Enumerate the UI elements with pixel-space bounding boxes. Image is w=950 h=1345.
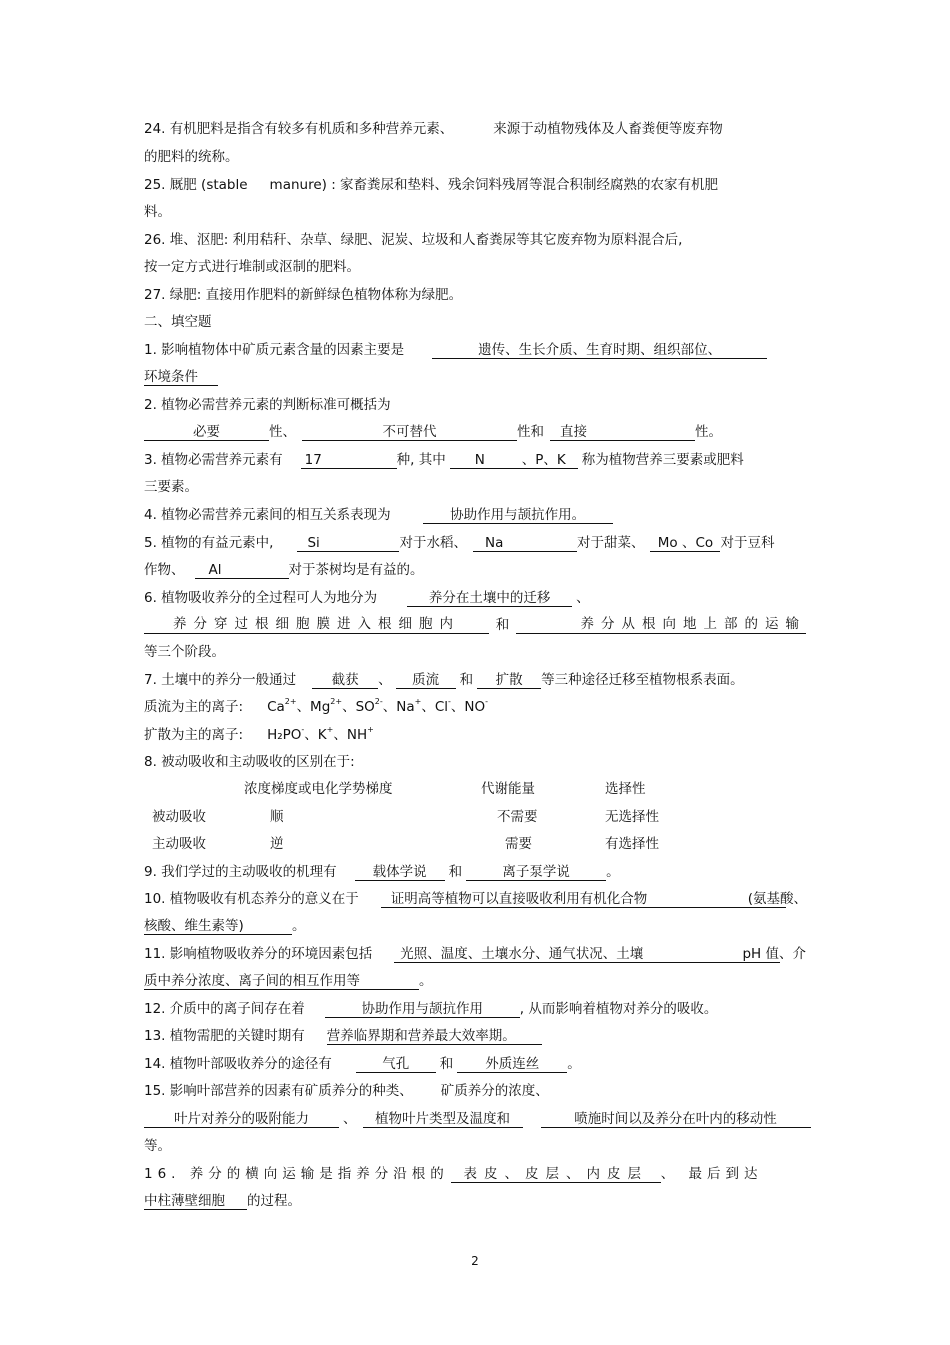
ion-mg-charge: 2+ (330, 697, 343, 706)
table-row-passive-gradient: 顺 (270, 809, 284, 825)
item-24-text-end: 的肥料的统称。 (144, 149, 239, 165)
q11-answer-cont: 质中养分浓度、离子间的相互作用等 (144, 973, 419, 990)
q2-suffix-1: 性、 (269, 424, 296, 440)
q6-text: 6. 植物吸收养分的全过程可人为地分为 (144, 590, 378, 606)
table-header-energy: 代谢能量 (481, 781, 535, 797)
ion-no-charge: - (485, 697, 489, 706)
question-15-line-1 (144, 1082, 806, 1100)
question-9-line (144, 863, 806, 881)
item-24-text-cont: 来源于动植物残体及人畜粪便等废弃物 (493, 121, 723, 137)
q1-answer: 遗传、生长介质、生育时期、组织部位、 (432, 342, 767, 359)
question-16-line-1 (144, 1165, 806, 1183)
question-7-diffusion-ions (144, 726, 806, 744)
ion-cl: 、Cl (421, 699, 449, 715)
question-6-line-3 (144, 643, 806, 661)
question-10-line-1 (144, 890, 806, 908)
q9-text: 9. 我们学过的主动吸收的机理有 (144, 864, 337, 880)
q3-answer-n: N (450, 452, 510, 469)
ion-k: 、K (304, 727, 327, 743)
q2-answer-3: 直接 (550, 424, 695, 441)
q5-answer-na: Na (473, 535, 577, 552)
q7-answer-1: 截获 (312, 672, 378, 689)
q15-answer-4: 植物叶片类型及温度和 (363, 1111, 523, 1128)
q16-end: 的过程。 (247, 1193, 301, 1209)
q6-answer-1: 养分在土壤中的迁移 (407, 590, 572, 607)
q11-text: 11. 影响植物吸收养分的环境因素包括 (144, 946, 373, 962)
q4-text: 4. 植物必需营养元素间的相互关系表现为 (144, 507, 391, 523)
q2-text: 2. 植物必需营养元素的判断标准可概括为 (144, 397, 391, 413)
q5-text-6: 对于茶树均是有益的。 (288, 562, 424, 578)
q5-text-5: 作物、 (144, 562, 185, 578)
question-7-line-1 (144, 671, 806, 689)
item-25-line-2 (144, 203, 806, 221)
q5-text-4: 对于豆科 (720, 535, 775, 551)
question-15-line-3 (144, 1137, 806, 1155)
question-12-line (144, 1000, 806, 1018)
table-row-active-selectivity: 有选择性 (605, 836, 659, 852)
q7-mass-flow-label: 质流为主的离子: (144, 699, 244, 715)
item-26-line-2 (144, 258, 806, 276)
question-3-line-1 (144, 451, 806, 469)
q8-text: 8. 被动吸收和主动吸收的区别在于: (144, 754, 355, 770)
q7-text-2: 等三种途径迁移至植物根系表面。 (541, 672, 744, 688)
q5-answer-si: Si (297, 535, 399, 552)
question-6-line-1 (144, 589, 806, 607)
q14-answer-2: 外质连丝 (457, 1056, 567, 1073)
q9-answer-2: 离子泵学说 (466, 864, 606, 881)
q7-sep-1: 、 (378, 672, 392, 688)
item-25-line-1 (144, 176, 806, 194)
item-25-term: 25. 厩肥 (stable (144, 177, 248, 193)
q12-text-2: , 从而影响着植物对养分的吸收。 (519, 1001, 718, 1017)
table-row-active-energy: 需要 (505, 836, 532, 852)
question-6-line-2 (144, 616, 806, 634)
q5-answer-al: Al (195, 562, 289, 579)
question-15-line-2 (144, 1110, 806, 1128)
q14-answer-1: 气孔 (356, 1056, 436, 1073)
q9-and: 和 (448, 864, 463, 880)
q15-sep: 、 (343, 1111, 357, 1127)
ion-so: 、SO (342, 699, 375, 715)
question-11-line-2 (144, 972, 806, 990)
item-24-line-1 (144, 120, 806, 138)
ion-cl-charge: - (448, 697, 451, 706)
item-27-text: 27. 绿肥: 直接用作肥料的新鲜绿色植物体称为绿肥。 (144, 287, 463, 303)
question-2-line-1 (144, 396, 806, 414)
q6-answer-2: 养分穿过根细胞膜进入根细胞内 (144, 616, 489, 634)
question-8-line (144, 753, 806, 771)
ion-no: 、NO (450, 699, 486, 715)
table-header-gradient: 浓度梯度或电化学势梯度 (244, 781, 393, 797)
q6-separator: 、 (576, 590, 590, 606)
q16-text: 16. 养分的横向运输是指养分沿根的 (144, 1166, 449, 1182)
ion-h2po-charge: - (301, 725, 305, 734)
question-13-line (144, 1027, 806, 1045)
q5-answer-mo-co: Mo 、Co (650, 535, 720, 552)
table-row-active-label: 主动吸收 (152, 836, 206, 852)
q5-text-3: 对于甜菜、 (576, 535, 645, 551)
q16-text-2: 、 最后到达 (660, 1166, 763, 1182)
q16-answer: 表皮、皮层、内皮层 (451, 1166, 661, 1183)
q4-answer: 协助作用与颉抗作用。 (423, 507, 613, 524)
q2-answer-1: 必要 (144, 424, 269, 441)
item-27-line (144, 286, 806, 304)
q6-text-end: 等三个阶段。 (144, 644, 225, 660)
q6-and: 和 (495, 617, 510, 633)
q3-text-end: 三要素。 (144, 479, 198, 495)
ion-mg: 、Mg (296, 699, 331, 715)
q15-text: 15. 影响叶部营养的因素有矿质养分的种类、 (144, 1083, 413, 1099)
q1-answer-cont: 环境条件 (144, 369, 218, 386)
ion-ca-charge: 2+ (284, 697, 297, 706)
question-16-line-2 (144, 1192, 806, 1210)
q10-text: 10. 植物吸收有机态养分的意义在于 (144, 891, 359, 907)
q15-answer-3: 叶片对养分的吸附能力 (144, 1111, 339, 1128)
q10-answer: 证明高等植物可以直接吸收利用有机化合物 (381, 891, 786, 908)
q11-answer-ph: pH 值、介 (742, 946, 806, 962)
q5-text: 5. 植物的有益元素中, (144, 535, 274, 551)
q9-answer-1: 载体学说 (355, 864, 445, 881)
q10-answer-paren: (氨基酸、 (747, 891, 807, 907)
q7-diffusion-label: 扩散为主的离子: (144, 727, 244, 743)
q13-text: 13. 植物需肥的关键时期有 (144, 1028, 305, 1044)
section-title: 二、填空题 (144, 314, 212, 330)
question-5-line-2 (144, 561, 806, 579)
table-row-active-gradient: 逆 (270, 836, 284, 852)
item-25-text: manure) : 家畜粪尿和垫料、残余饲料残屑等混合积制经腐熟的农家有机肥 (269, 177, 719, 193)
q3-answer-count: 17 (301, 452, 397, 469)
table-row-passive-selectivity: 无选择性 (605, 809, 659, 825)
q12-answer: 协助作用与颉抗作用 (325, 1001, 520, 1018)
q1-text: 1. 影响植物体中矿质元素含量的因素主要是 (144, 342, 405, 358)
q3-text-3: 称为植物营养三要素或肥料 (581, 452, 744, 468)
question-2-line-2 (144, 423, 806, 441)
q15-answer-2: 矿质养分的浓度、 (440, 1083, 549, 1099)
q7-answer-2: 质流 (396, 672, 456, 689)
q9-end: 。 (606, 864, 620, 880)
question-3-line-2 (144, 478, 806, 496)
q10-end: 。 (292, 918, 306, 934)
q11-end: 。 (419, 973, 433, 989)
ion-na-charge: + (414, 697, 422, 706)
ion-ca: Ca (267, 699, 285, 715)
table-row-passive-label: 被动吸收 (152, 809, 206, 825)
item-26-line-1 (144, 231, 806, 249)
q5-text-2: 对于水稻、 (399, 535, 467, 551)
ion-h2po: H₂PO (267, 727, 302, 743)
q3-answer-pk: 、P、K (510, 452, 578, 469)
item-25-text-end: 料。 (144, 204, 171, 220)
ion-so-charge: 2- (374, 697, 383, 706)
page-number: 2 (471, 1254, 479, 1268)
q3-text-2: 种, 其中 (396, 452, 446, 468)
ion-nh-charge: + (367, 725, 374, 734)
q3-text: 3. 植物必需营养元素有 (144, 452, 283, 468)
question-7-mass-flow-ions (144, 698, 806, 716)
ion-nh: 、NH (333, 727, 368, 743)
q2-suffix-2: 性和 (517, 424, 544, 440)
question-1-line-2 (144, 368, 806, 386)
question-14-line (144, 1055, 806, 1073)
q15-end: 等。 (144, 1138, 171, 1154)
q14-end: 。 (567, 1056, 581, 1072)
item-24-line-2 (144, 148, 806, 166)
q11-answer: 光照、温度、土壤水分、通气状况、土壤 (394, 946, 780, 963)
ion-na: 、Na (382, 699, 415, 715)
q13-answer: 营养临界期和营养最大效率期。 (327, 1028, 542, 1045)
q10-answer-cont: 核酸、维生素等) (144, 918, 292, 935)
ion-k-charge: + (326, 725, 334, 734)
q16-answer-cont: 中柱薄壁细胞 (144, 1193, 247, 1210)
section-heading (144, 313, 806, 331)
item-26-text: 26. 堆、沤肥: 利用秸秆、杂草、绿肥、泥炭、垃圾和人畜粪尿等其它废弃物为原料混合后, (144, 232, 683, 248)
item-24-text: 24. 有机肥料是指含有较多有机质和多种营养元素、 (144, 121, 454, 137)
q7-text: 7. 土壤中的养分一般通过 (144, 672, 297, 688)
q12-text: 12. 介质中的离子间存在着 (144, 1001, 305, 1017)
question-10-line-2 (144, 917, 806, 935)
table-row-passive-energy: 不需要 (497, 809, 538, 825)
q2-answer-2: 不可替代 (302, 424, 517, 441)
q14-and: 和 (439, 1056, 454, 1072)
q7-answer-3: 扩散 (477, 672, 541, 689)
q2-suffix-3: 性。 (695, 424, 722, 440)
q15-answer-5: 喷施时间以及养分在叶内的移动性 (541, 1111, 811, 1128)
question-1-line-1 (144, 341, 806, 359)
question-11-line-1 (144, 945, 806, 963)
q14-text: 14. 植物叶部吸收养分的途径有 (144, 1056, 332, 1072)
item-26-text-end: 按一定方式进行堆制或沤制的肥料。 (144, 259, 360, 275)
q7-and: 和 (459, 672, 474, 688)
question-5-line-1 (144, 534, 806, 552)
table-header-selectivity: 选择性 (605, 781, 646, 797)
q6-answer-3: 养分从根向地上部的运输 (516, 616, 806, 634)
question-4-line (144, 506, 806, 524)
